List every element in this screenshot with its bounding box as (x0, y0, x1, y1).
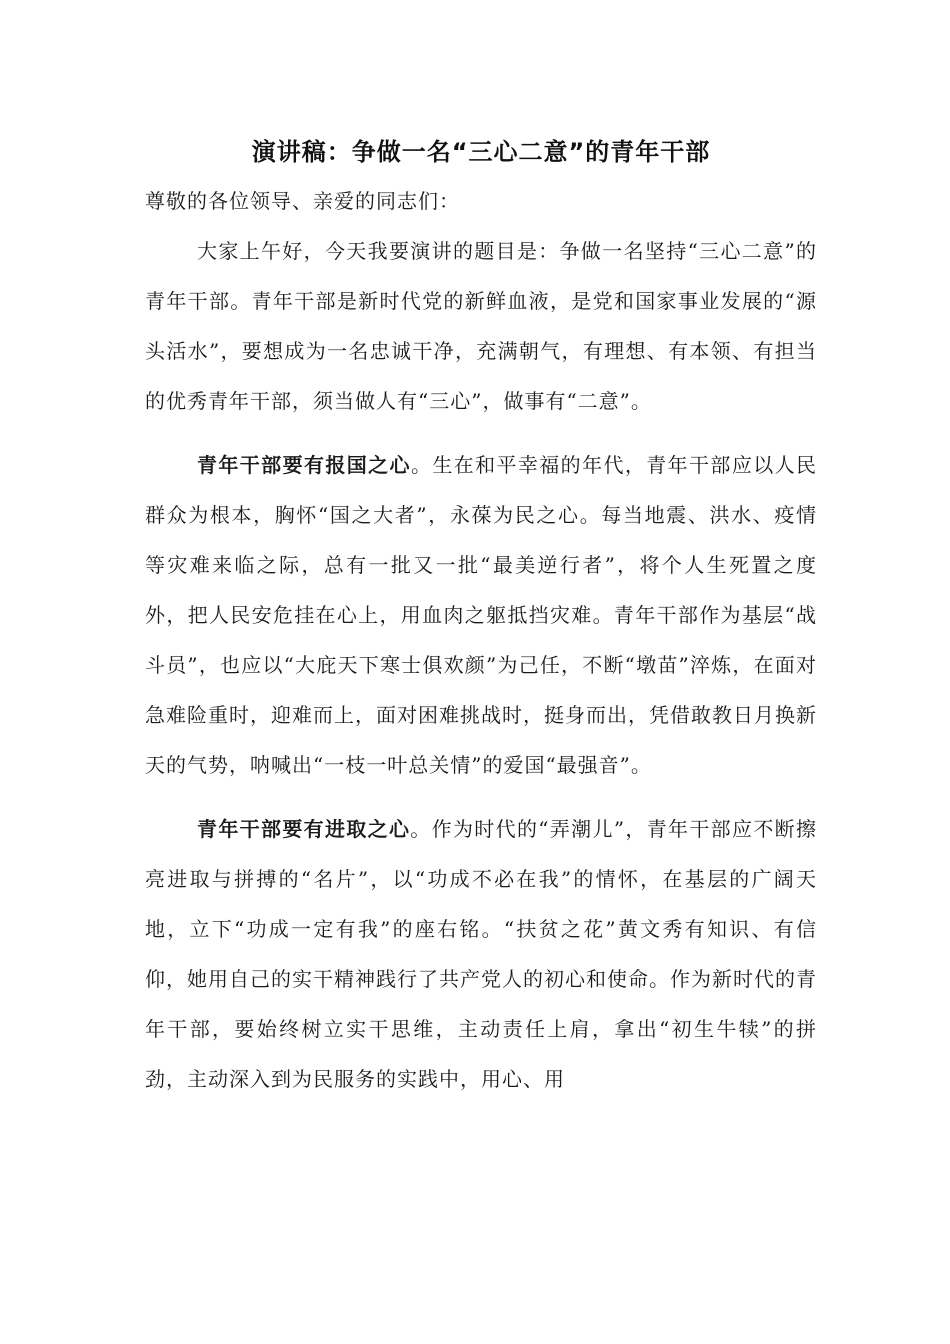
paragraph-enterprise (145, 804, 817, 1104)
paragraph-heading: 青年干部要有报国之心 (197, 453, 411, 477)
salutation: 尊敬的各位领导、亲爱的同志们： (145, 189, 460, 213)
paragraph-heading: 青年干部要有进取之心 (197, 817, 411, 841)
paragraph-text: 。作为时代的“弄潮儿”，青年干部应不断擦亮进取与拼搏的“名片”，以“功成不必在我”的情怀，在基层的广阔天地，立下“功成一定有我”的座右铭。“扶贫之花”黄文秀有知识、有信仰，她用自己的实干精神践行了共产党人的初心和使命。作为新时代的青年干部，要始终树立实干思维，主动责任上肩，拿出“初生牛犊”的拼劲，主动深入到为民服务的实践中，用心、用 (145, 817, 818, 1091)
document-page (145, 128, 817, 1104)
document-title: 演讲稿：争做一名“三心二意”的青年干部 (251, 138, 711, 166)
paragraph-text: 大家上午好，今天我要演讲的题目是：争做一名坚持“三心二意”的青年干部。青年干部是新时代党的新鲜血液，是党和国家事业发展的“源头活水”，要想成为一名忠诚干净，充满朝气，有理想、有本领、有担当的优秀青年干部，须当做人有“三心”，做事有“二意”。 (145, 239, 817, 413)
paragraph-intro (145, 226, 817, 426)
paragraph-text: 。生在和平幸福的年代，青年干部应以人民群众为根本，胸怀“国之大者”，永葆为民之心。每当地震、洪水、疫情等灾难来临之际，总有一批又一批“最美逆行者”，将个人生死置之度外，把人民安危挂在心上，用血肉之躯抵挡灾难。青年干部作为基层“战斗员”，也应以“大庇天下寒士俱欢颜”为己任，不断“墩苗”淬炼，在面对急难险重时，迎难而上，面对困难挑战时，挺身而出，凭借敢教日月换新天的气势，呐喊出“一枝一叶总关情”的爱国“最强音”。 (145, 453, 818, 777)
paragraph-patriotism (145, 440, 817, 790)
